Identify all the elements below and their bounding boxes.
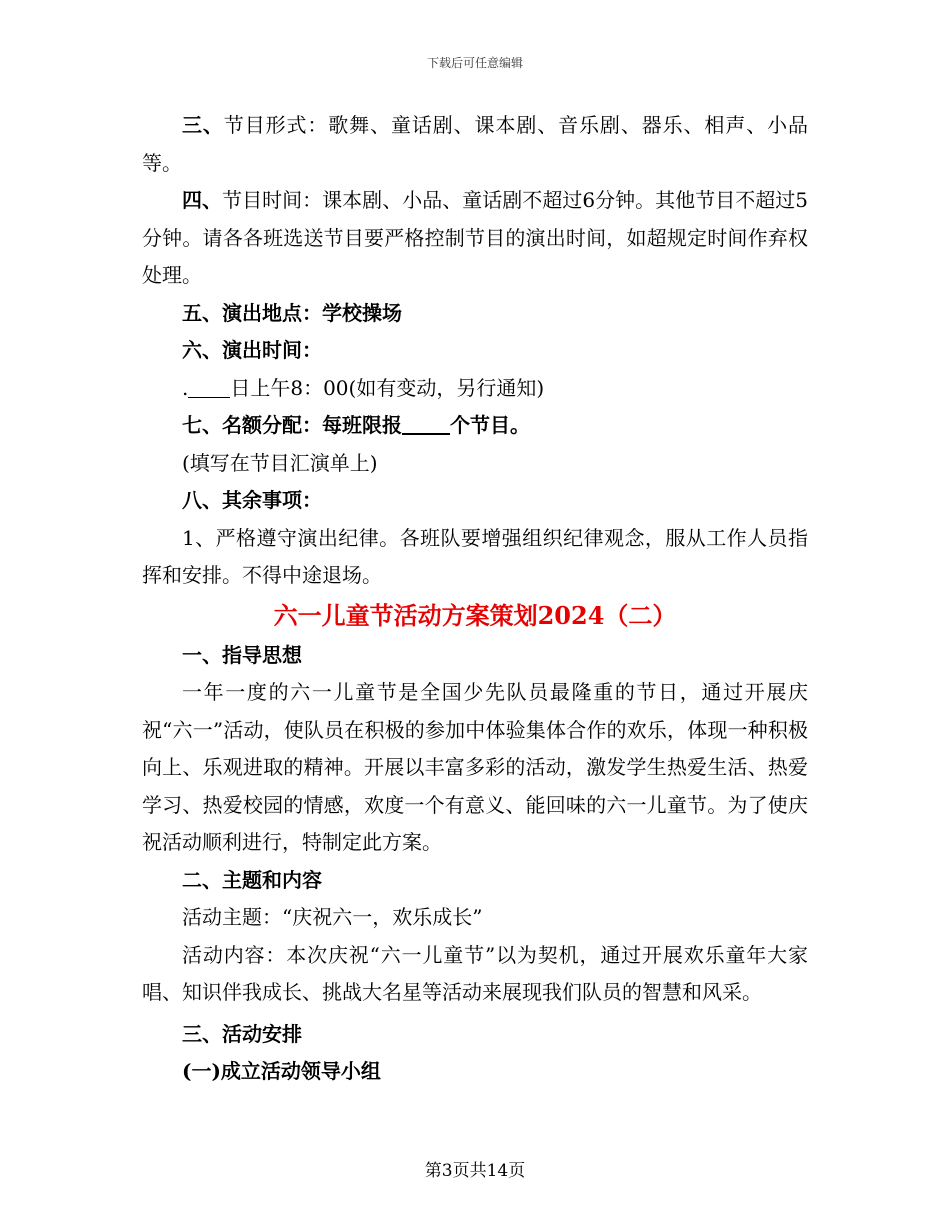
paragraph-show-time-detail — [142, 370, 808, 408]
date-blank — [188, 375, 230, 398]
paragraph-theme: 活动主题：“庆祝六一，欢乐成长” — [182, 905, 483, 929]
section-number: 三、 — [182, 113, 224, 137]
paragraph-guiding-ideology: 一年一度的六一儿童节是全国少先队员最隆重的节日，通过开展庆祝“六一”活动，使队员在积极的参加中体验集体合作的欢乐，体现一种积极向上、乐观进取的精神。开展以丰富多彩的活动，激发学生热爱生活、热爱学习、热爱校园的情感，欢度一个有意义、能回味的六一儿童节。为了使庆祝活动顺利进行，特制定此方案。 — [142, 680, 808, 854]
paragraph-program-time — [142, 182, 808, 295]
paragraph-text: 节目时间：课本剧、小品、童话剧不超过6分钟。其他节目不超过5分钟。请各各班选送节目要严格控制节目的演出时间，如超规定时间作弃权处理。 — [142, 188, 809, 287]
document-body — [142, 107, 808, 1091]
heading-other-matters: 八、其余事项： — [182, 488, 322, 512]
heading-show-time: 六、演出时间： — [182, 338, 322, 362]
heading-arrangement: 三、活动安排 — [182, 1021, 302, 1046]
quota-text-post: 个节目。 — [450, 413, 530, 437]
heading-leadership-group: (一)成立活动领导小组 — [182, 1059, 381, 1083]
paragraph-program-form — [142, 107, 808, 182]
quota-text-pre: 七、名额分配：每班限报 — [182, 413, 402, 437]
heading-guiding-ideology: 一、指导思想 — [182, 642, 302, 667]
heading-theme-content: 二、主题和内容 — [182, 867, 322, 892]
paragraph-text: 节目形式：歌舞、童话剧、课本剧、音乐剧、器乐、相声、小品等。 — [142, 113, 809, 175]
section-number: 四、 — [182, 188, 223, 212]
paragraph-discipline: 1、严格遵守演出纪律。各班队要增强组织纪律观念，服从工作人员指挥和安排。不得中途退场。 — [142, 525, 808, 587]
heading-quota — [142, 407, 808, 445]
heading-venue: 五、演出地点：学校操场 — [182, 300, 402, 325]
time-prefix: . — [182, 375, 189, 400]
page-header: 下载后可任意编辑 — [426, 56, 523, 70]
document-title: 六一儿童节活动方案策划2024（二） — [273, 600, 677, 630]
paragraph-quota-note: (填写在节目汇演单上) — [182, 450, 378, 475]
quota-blank — [402, 411, 450, 435]
time-text: 日上午8：00(如有变动，另行通知) — [230, 375, 545, 400]
page-footer: 第3页共14页 — [424, 1161, 526, 1181]
paragraph-content: 活动内容：本次庆祝“六一儿童节”以为契机，通过开展欢乐童年大家唱、知识伴我成长、挑战大名星等活动来展现我们队员的智慧和风采。 — [142, 942, 808, 1004]
